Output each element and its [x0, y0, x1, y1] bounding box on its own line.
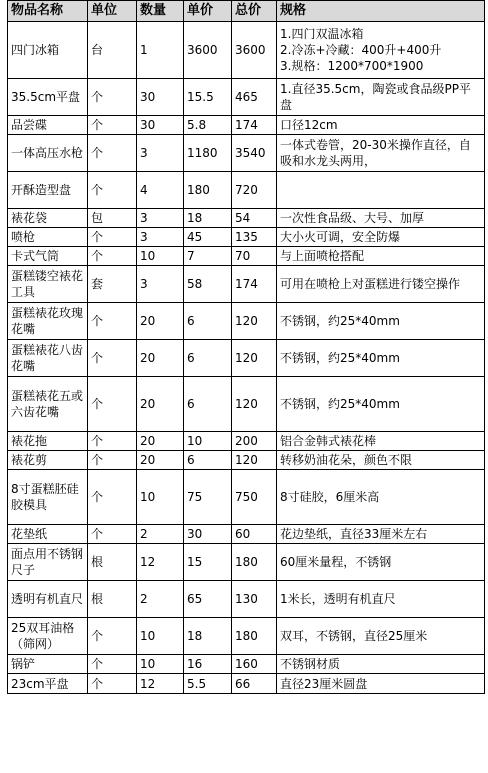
cell-total: 174 [232, 266, 277, 303]
cell-price: 16 [184, 655, 232, 674]
cell-price: 6 [184, 451, 232, 470]
cell-qty: 1 [137, 22, 184, 79]
table-row [8, 655, 485, 674]
cell-name: 花垫纸 [8, 525, 88, 544]
cell-total: 720 [232, 172, 277, 209]
cell-price: 30 [184, 525, 232, 544]
cell-spec [277, 172, 485, 209]
cell-price: 75 [184, 470, 232, 525]
cell-total: 3600 [232, 22, 277, 79]
cell-unit: 台 [88, 22, 137, 79]
table-row [8, 22, 485, 79]
header-unit: 单位 [88, 1, 137, 22]
table-row [8, 581, 485, 618]
cell-price: 180 [184, 172, 232, 209]
cell-qty: 30 [137, 116, 184, 135]
cell-total: 60 [232, 525, 277, 544]
cell-price: 65 [184, 581, 232, 618]
cell-unit: 个 [88, 470, 137, 525]
header-spec: 规格 [277, 1, 485, 22]
cell-price: 15 [184, 544, 232, 581]
cell-spec [277, 79, 485, 116]
cell-name: 8寸蛋糕胚硅胶模具 [8, 470, 88, 525]
cell-spec [277, 470, 485, 525]
cell-unit: 个 [88, 135, 137, 172]
cell-total: 66 [232, 674, 277, 694]
cell-name: 卡式气筒 [8, 247, 88, 266]
cell-qty: 12 [137, 544, 184, 581]
cell-name: 蛋糕裱花玫瑰花嘴 [8, 303, 88, 340]
cell-qty: 10 [137, 618, 184, 655]
cell-spec [277, 209, 485, 228]
cell-qty: 3 [137, 228, 184, 247]
cell-qty: 2 [137, 525, 184, 544]
cell-price: 10 [184, 432, 232, 451]
cell-total: 130 [232, 581, 277, 618]
cell-total: 200 [232, 432, 277, 451]
cell-spec [277, 340, 485, 377]
cell-unit: 个 [88, 618, 137, 655]
spec-line: 口径12cm [280, 118, 338, 132]
cell-price: 1180 [184, 135, 232, 172]
cell-price: 7 [184, 247, 232, 266]
cell-qty: 3 [137, 266, 184, 303]
spec-line: 直径23厘米圆盘 [280, 676, 368, 691]
cell-spec [277, 22, 485, 79]
table-row [8, 674, 485, 694]
spec-line: 8寸硅胶，6厘米高 [280, 490, 380, 504]
cell-price: 5.5 [184, 674, 232, 694]
spec-line: 大小火可调，安全防爆 [280, 230, 401, 244]
cell-qty: 30 [137, 79, 184, 116]
table-row [8, 172, 485, 209]
cell-name: 锅铲 [8, 655, 88, 674]
cell-qty: 4 [137, 172, 184, 209]
spec-line: 一次性食品级、大号、加厚 [280, 211, 425, 225]
cell-total: 135 [232, 228, 277, 247]
table-row [8, 525, 485, 544]
cell-spec [277, 525, 485, 544]
spec-line: 1.直径35.5cm，陶瓷或食品级PP平盘 [280, 82, 471, 112]
cell-spec [277, 432, 485, 451]
cell-spec [277, 674, 485, 694]
cell-qty: 12 [137, 674, 184, 694]
cell-unit: 个 [88, 303, 137, 340]
cell-unit: 包 [88, 209, 137, 228]
cell-name: 裱花拖 [8, 432, 88, 451]
cell-total: 54 [232, 209, 277, 228]
spec-line: 不锈钢，约25*40mm [280, 314, 400, 328]
cell-unit: 个 [88, 377, 137, 432]
table-body [8, 22, 485, 694]
cell-unit: 个 [88, 247, 137, 266]
table-row [8, 303, 485, 340]
cell-name: 透明有机直尺 [8, 581, 88, 618]
header-qty: 数量 [137, 1, 184, 22]
cell-name: 喷枪 [8, 228, 88, 247]
cell-unit: 个 [88, 451, 137, 470]
table-row [8, 470, 485, 525]
cell-unit: 个 [88, 228, 137, 247]
cell-unit: 个 [88, 525, 137, 544]
cell-name: 25双耳油格（筛网） [8, 618, 88, 655]
cell-unit: 个 [88, 172, 137, 209]
header-total: 总价 [232, 1, 277, 22]
cell-spec [277, 247, 485, 266]
table-row [8, 618, 485, 655]
cell-total: 3540 [232, 135, 277, 172]
cell-total: 120 [232, 303, 277, 340]
spec-line: 铝合金韩式裱花棒 [280, 434, 377, 448]
cell-name: 23cm平盘 [8, 674, 88, 694]
table-row [8, 209, 485, 228]
cell-total: 120 [232, 340, 277, 377]
cell-spec [277, 581, 485, 618]
table-row [8, 116, 485, 135]
cell-unit: 根 [88, 581, 137, 618]
spec-line: 2.冷冻+冷藏：400升+400升 [280, 43, 442, 57]
spec-line: 3.规格：1200*700*1900 [280, 59, 424, 73]
cell-total: 120 [232, 451, 277, 470]
cell-qty: 10 [137, 655, 184, 674]
cell-spec [277, 544, 485, 581]
cell-total: 465 [232, 79, 277, 116]
cell-spec [277, 618, 485, 655]
cell-spec [277, 266, 485, 303]
cell-unit: 个 [88, 432, 137, 451]
cell-price: 18 [184, 209, 232, 228]
spec-line: 一体式卷管，20-30米操作直径，自吸和水龙头两用， [280, 138, 471, 168]
cell-unit: 个 [88, 79, 137, 116]
spec-line: 不锈钢，约25*40mm [280, 397, 400, 411]
table-row [8, 247, 485, 266]
cell-price: 6 [184, 377, 232, 432]
cell-unit: 根 [88, 544, 137, 581]
table-header-row [8, 1, 485, 22]
cell-qty: 2 [137, 581, 184, 618]
spec-line: 1米长，透明有机直尺 [280, 592, 396, 606]
cell-price: 45 [184, 228, 232, 247]
cell-name: 蛋糕镂空裱花工具 [8, 266, 88, 303]
cell-unit: 套 [88, 266, 137, 303]
equipment-table [7, 0, 485, 694]
cell-spec [277, 303, 485, 340]
spec-line: 60厘米量程，不锈钢 [280, 555, 392, 569]
cell-spec [277, 655, 485, 674]
cell-spec [277, 451, 485, 470]
spec-line: 花边垫纸，直径33厘米左右 [280, 527, 428, 541]
cell-name: 35.5cm平盘 [8, 79, 88, 116]
cell-price: 6 [184, 303, 232, 340]
cell-total: 180 [232, 544, 277, 581]
cell-price: 6 [184, 340, 232, 377]
cell-spec [277, 135, 485, 172]
cell-price: 58 [184, 266, 232, 303]
cell-unit: 个 [88, 674, 137, 694]
table-row [8, 451, 485, 470]
cell-qty: 3 [137, 135, 184, 172]
cell-total: 160 [232, 655, 277, 674]
cell-total: 174 [232, 116, 277, 135]
cell-total: 180 [232, 618, 277, 655]
table-row [8, 377, 485, 432]
spec-line: 可用在喷枪上对蛋糕进行镂空操作 [280, 277, 461, 291]
table-row [8, 266, 485, 303]
spec-line: 双耳，不锈钢，直径25厘米 [280, 629, 428, 643]
cell-qty: 20 [137, 340, 184, 377]
cell-name: 面点用不锈钢尺子 [8, 544, 88, 581]
cell-price: 18 [184, 618, 232, 655]
cell-total: 70 [232, 247, 277, 266]
spec-line: 转移奶油花朵，颜色不限 [280, 453, 413, 467]
spec-line: 与上面喷枪搭配 [280, 249, 365, 263]
cell-qty: 20 [137, 451, 184, 470]
table-row [8, 340, 485, 377]
cell-name: 蛋糕裱花八齿花嘴 [8, 340, 88, 377]
header-name: 物品名称 [8, 1, 88, 22]
cell-unit: 个 [88, 340, 137, 377]
cell-qty: 20 [137, 303, 184, 340]
cell-name: 开酥造型盘 [8, 172, 88, 209]
cell-price: 5.8 [184, 116, 232, 135]
table-row [8, 135, 485, 172]
header-price: 单价 [184, 1, 232, 22]
cell-spec [277, 116, 485, 135]
cell-name: 一体高压水枪 [8, 135, 88, 172]
cell-name: 蛋糕裱花五或六齿花嘴 [8, 377, 88, 432]
spec-line: 不锈钢，约25*40mm [280, 351, 400, 365]
cell-unit: 个 [88, 116, 137, 135]
cell-spec [277, 228, 485, 247]
cell-name: 四门冰箱 [8, 22, 88, 79]
cell-name: 品尝碟 [8, 116, 88, 135]
cell-qty: 3 [137, 209, 184, 228]
cell-price: 3600 [184, 22, 232, 79]
cell-name: 裱花剪 [8, 451, 88, 470]
table-row [8, 432, 485, 451]
cell-qty: 20 [137, 432, 184, 451]
cell-name: 裱花袋 [8, 209, 88, 228]
cell-qty: 10 [137, 470, 184, 525]
cell-total: 120 [232, 377, 277, 432]
table-row [8, 544, 485, 581]
cell-unit: 个 [88, 655, 137, 674]
table-row [8, 228, 485, 247]
spec-line: 1.四门双温冰箱 [280, 27, 364, 41]
spec-line: 不锈钢材质 [280, 657, 341, 671]
table-row [8, 79, 485, 116]
cell-spec [277, 377, 485, 432]
cell-total: 750 [232, 470, 277, 525]
cell-qty: 10 [137, 247, 184, 266]
cell-qty: 20 [137, 377, 184, 432]
cell-price: 15.5 [184, 79, 232, 116]
